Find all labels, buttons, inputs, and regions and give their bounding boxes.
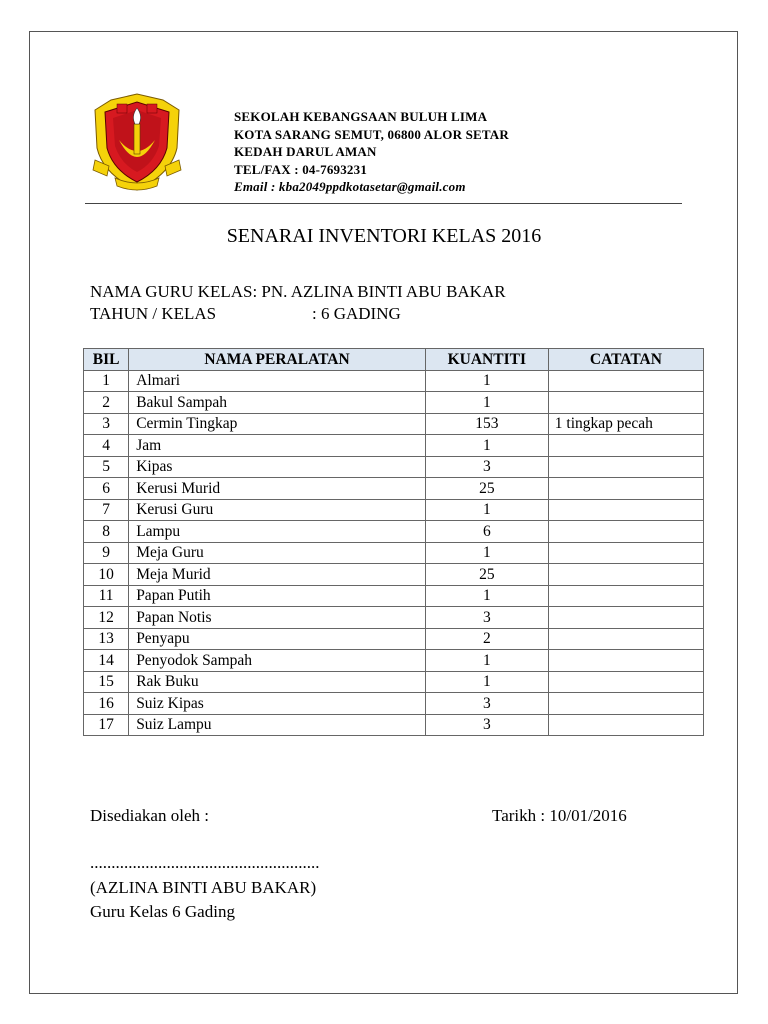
- table-row: [84, 607, 704, 629]
- table-row: [84, 392, 704, 414]
- date-label: Tarikh : 10/01/2016: [492, 806, 627, 825]
- cell-catatan: [548, 650, 703, 672]
- table-row: [84, 499, 704, 521]
- cell-nama-peralatan: Kipas: [129, 456, 426, 478]
- cell-nama-peralatan: Meja Guru: [129, 542, 426, 564]
- cell-bil: 1: [84, 370, 129, 392]
- cell-catatan: [548, 671, 703, 693]
- cell-kuantiti: 1: [425, 392, 548, 414]
- table-row: [84, 714, 704, 736]
- table-row: [84, 456, 704, 478]
- table-row: [84, 693, 704, 715]
- cell-bil: 15: [84, 671, 129, 693]
- cell-kuantiti: 1: [425, 542, 548, 564]
- table-row: [84, 628, 704, 650]
- cell-nama-peralatan: Rak Buku: [129, 671, 426, 693]
- cell-kuantiti: 1: [425, 585, 548, 607]
- cell-bil: 14: [84, 650, 129, 672]
- cell-nama-peralatan: Kerusi Murid: [129, 478, 426, 500]
- cell-kuantiti: 25: [425, 478, 548, 500]
- cell-catatan: [548, 628, 703, 650]
- header-bil: BIL: [84, 349, 129, 371]
- cell-bil: 11: [84, 585, 129, 607]
- cell-bil: 2: [84, 392, 129, 414]
- cell-catatan: [548, 370, 703, 392]
- cell-bil: 7: [84, 499, 129, 521]
- cell-catatan: [548, 607, 703, 629]
- cell-catatan: 1 tingkap pecah: [548, 413, 703, 435]
- school-name: SEKOLAH KEBANGSAAN BULUH LIMA: [234, 109, 488, 124]
- cell-bil: 16: [84, 693, 129, 715]
- table-row: [84, 413, 704, 435]
- cell-nama-peralatan: Cermin Tingkap: [129, 413, 426, 435]
- cell-kuantiti: 3: [425, 714, 548, 736]
- cell-nama-peralatan: Penyapu: [129, 628, 426, 650]
- cell-nama-peralatan: Papan Notis: [129, 607, 426, 629]
- cell-kuantiti: 1: [425, 671, 548, 693]
- cell-catatan: [548, 499, 703, 521]
- cell-bil: 13: [84, 628, 129, 650]
- cell-bil: 12: [84, 607, 129, 629]
- cell-catatan: [548, 714, 703, 736]
- cell-nama-peralatan: Almari: [129, 370, 426, 392]
- cell-kuantiti: 6: [425, 521, 548, 543]
- cell-kuantiti: 3: [425, 607, 548, 629]
- cell-catatan: [548, 585, 703, 607]
- header-catatan: CATATAN: [548, 349, 703, 371]
- cell-catatan: [548, 392, 703, 414]
- school-info: [234, 108, 509, 196]
- teacher-name: NAMA GURU KELAS: PN. AZLINA BINTI ABU BAKAR: [90, 282, 506, 301]
- cell-bil: 6: [84, 478, 129, 500]
- teacher-info: [90, 281, 506, 325]
- signature-line: ......................................................: [90, 853, 320, 872]
- header-nama-peralatan: NAMA PERALATAN: [129, 349, 426, 371]
- class-info: [90, 303, 506, 325]
- table-row: [84, 542, 704, 564]
- table-header-row: [84, 349, 704, 371]
- table-row: [84, 650, 704, 672]
- table-row: [84, 370, 704, 392]
- cell-bil: 3: [84, 413, 129, 435]
- cell-kuantiti: 2: [425, 628, 548, 650]
- table-row: [84, 564, 704, 586]
- cell-kuantiti: 1: [425, 370, 548, 392]
- cell-bil: 4: [84, 435, 129, 457]
- cell-nama-peralatan: Lampu: [129, 521, 426, 543]
- cell-kuantiti: 3: [425, 693, 548, 715]
- prepared-by-label: Disediakan oleh :: [90, 806, 209, 825]
- cell-catatan: [548, 456, 703, 478]
- cell-catatan: [548, 478, 703, 500]
- cell-nama-peralatan: Suiz Kipas: [129, 693, 426, 715]
- signatory-name: (AZLINA BINTI ABU BAKAR): [90, 878, 317, 897]
- cell-bil: 9: [84, 542, 129, 564]
- cell-nama-peralatan: Suiz Lampu: [129, 714, 426, 736]
- table-row: [84, 521, 704, 543]
- class-label: TAHUN / KELAS: [90, 304, 217, 323]
- cell-nama-peralatan: Penyodok Sampah: [129, 650, 426, 672]
- cell-bil: 10: [84, 564, 129, 586]
- address-line-2: KEDAH DARUL AMAN: [234, 144, 377, 160]
- header-divider: [85, 203, 682, 204]
- address-line-1: KOTA SARANG SEMUT, 06800 ALOR SETAR: [234, 126, 509, 142]
- table-row: [84, 435, 704, 457]
- cell-nama-peralatan: Jam: [129, 435, 426, 457]
- cell-kuantiti: 25: [425, 564, 548, 586]
- signatory-title: Guru Kelas 6 Gading: [90, 902, 235, 921]
- class-value: : 6 GADING: [312, 304, 401, 323]
- tel-fax: TEL/FAX : 04-7693231: [234, 161, 368, 177]
- cell-bil: 8: [84, 521, 129, 543]
- table-row: [84, 671, 704, 693]
- cell-catatan: [548, 693, 703, 715]
- cell-kuantiti: 1: [425, 650, 548, 672]
- cell-kuantiti: 3: [425, 456, 548, 478]
- cell-bil: 17: [84, 714, 129, 736]
- cell-nama-peralatan: Papan Putih: [129, 585, 426, 607]
- inventory-table: [83, 348, 704, 736]
- header-kuantiti: KUANTITI: [425, 349, 548, 371]
- cell-kuantiti: 1: [425, 435, 548, 457]
- cell-nama-peralatan: Bakul Sampah: [129, 392, 426, 414]
- cell-catatan: [548, 564, 703, 586]
- cell-kuantiti: 153: [425, 413, 548, 435]
- email: Email : kba2049ppdkotasetar@gmail.com: [234, 179, 466, 195]
- cell-bil: 5: [84, 456, 129, 478]
- cell-nama-peralatan: Meja Murid: [129, 564, 426, 586]
- cell-catatan: [548, 435, 703, 457]
- cell-catatan: [548, 521, 703, 543]
- school-crest-icon: [91, 90, 183, 194]
- page-title: SENARAI INVENTORI KELAS 2016: [226, 225, 542, 247]
- cell-kuantiti: 1: [425, 499, 548, 521]
- table-row: [84, 478, 704, 500]
- cell-catatan: [548, 542, 703, 564]
- table-row: [84, 585, 704, 607]
- cell-nama-peralatan: Kerusi Guru: [129, 499, 426, 521]
